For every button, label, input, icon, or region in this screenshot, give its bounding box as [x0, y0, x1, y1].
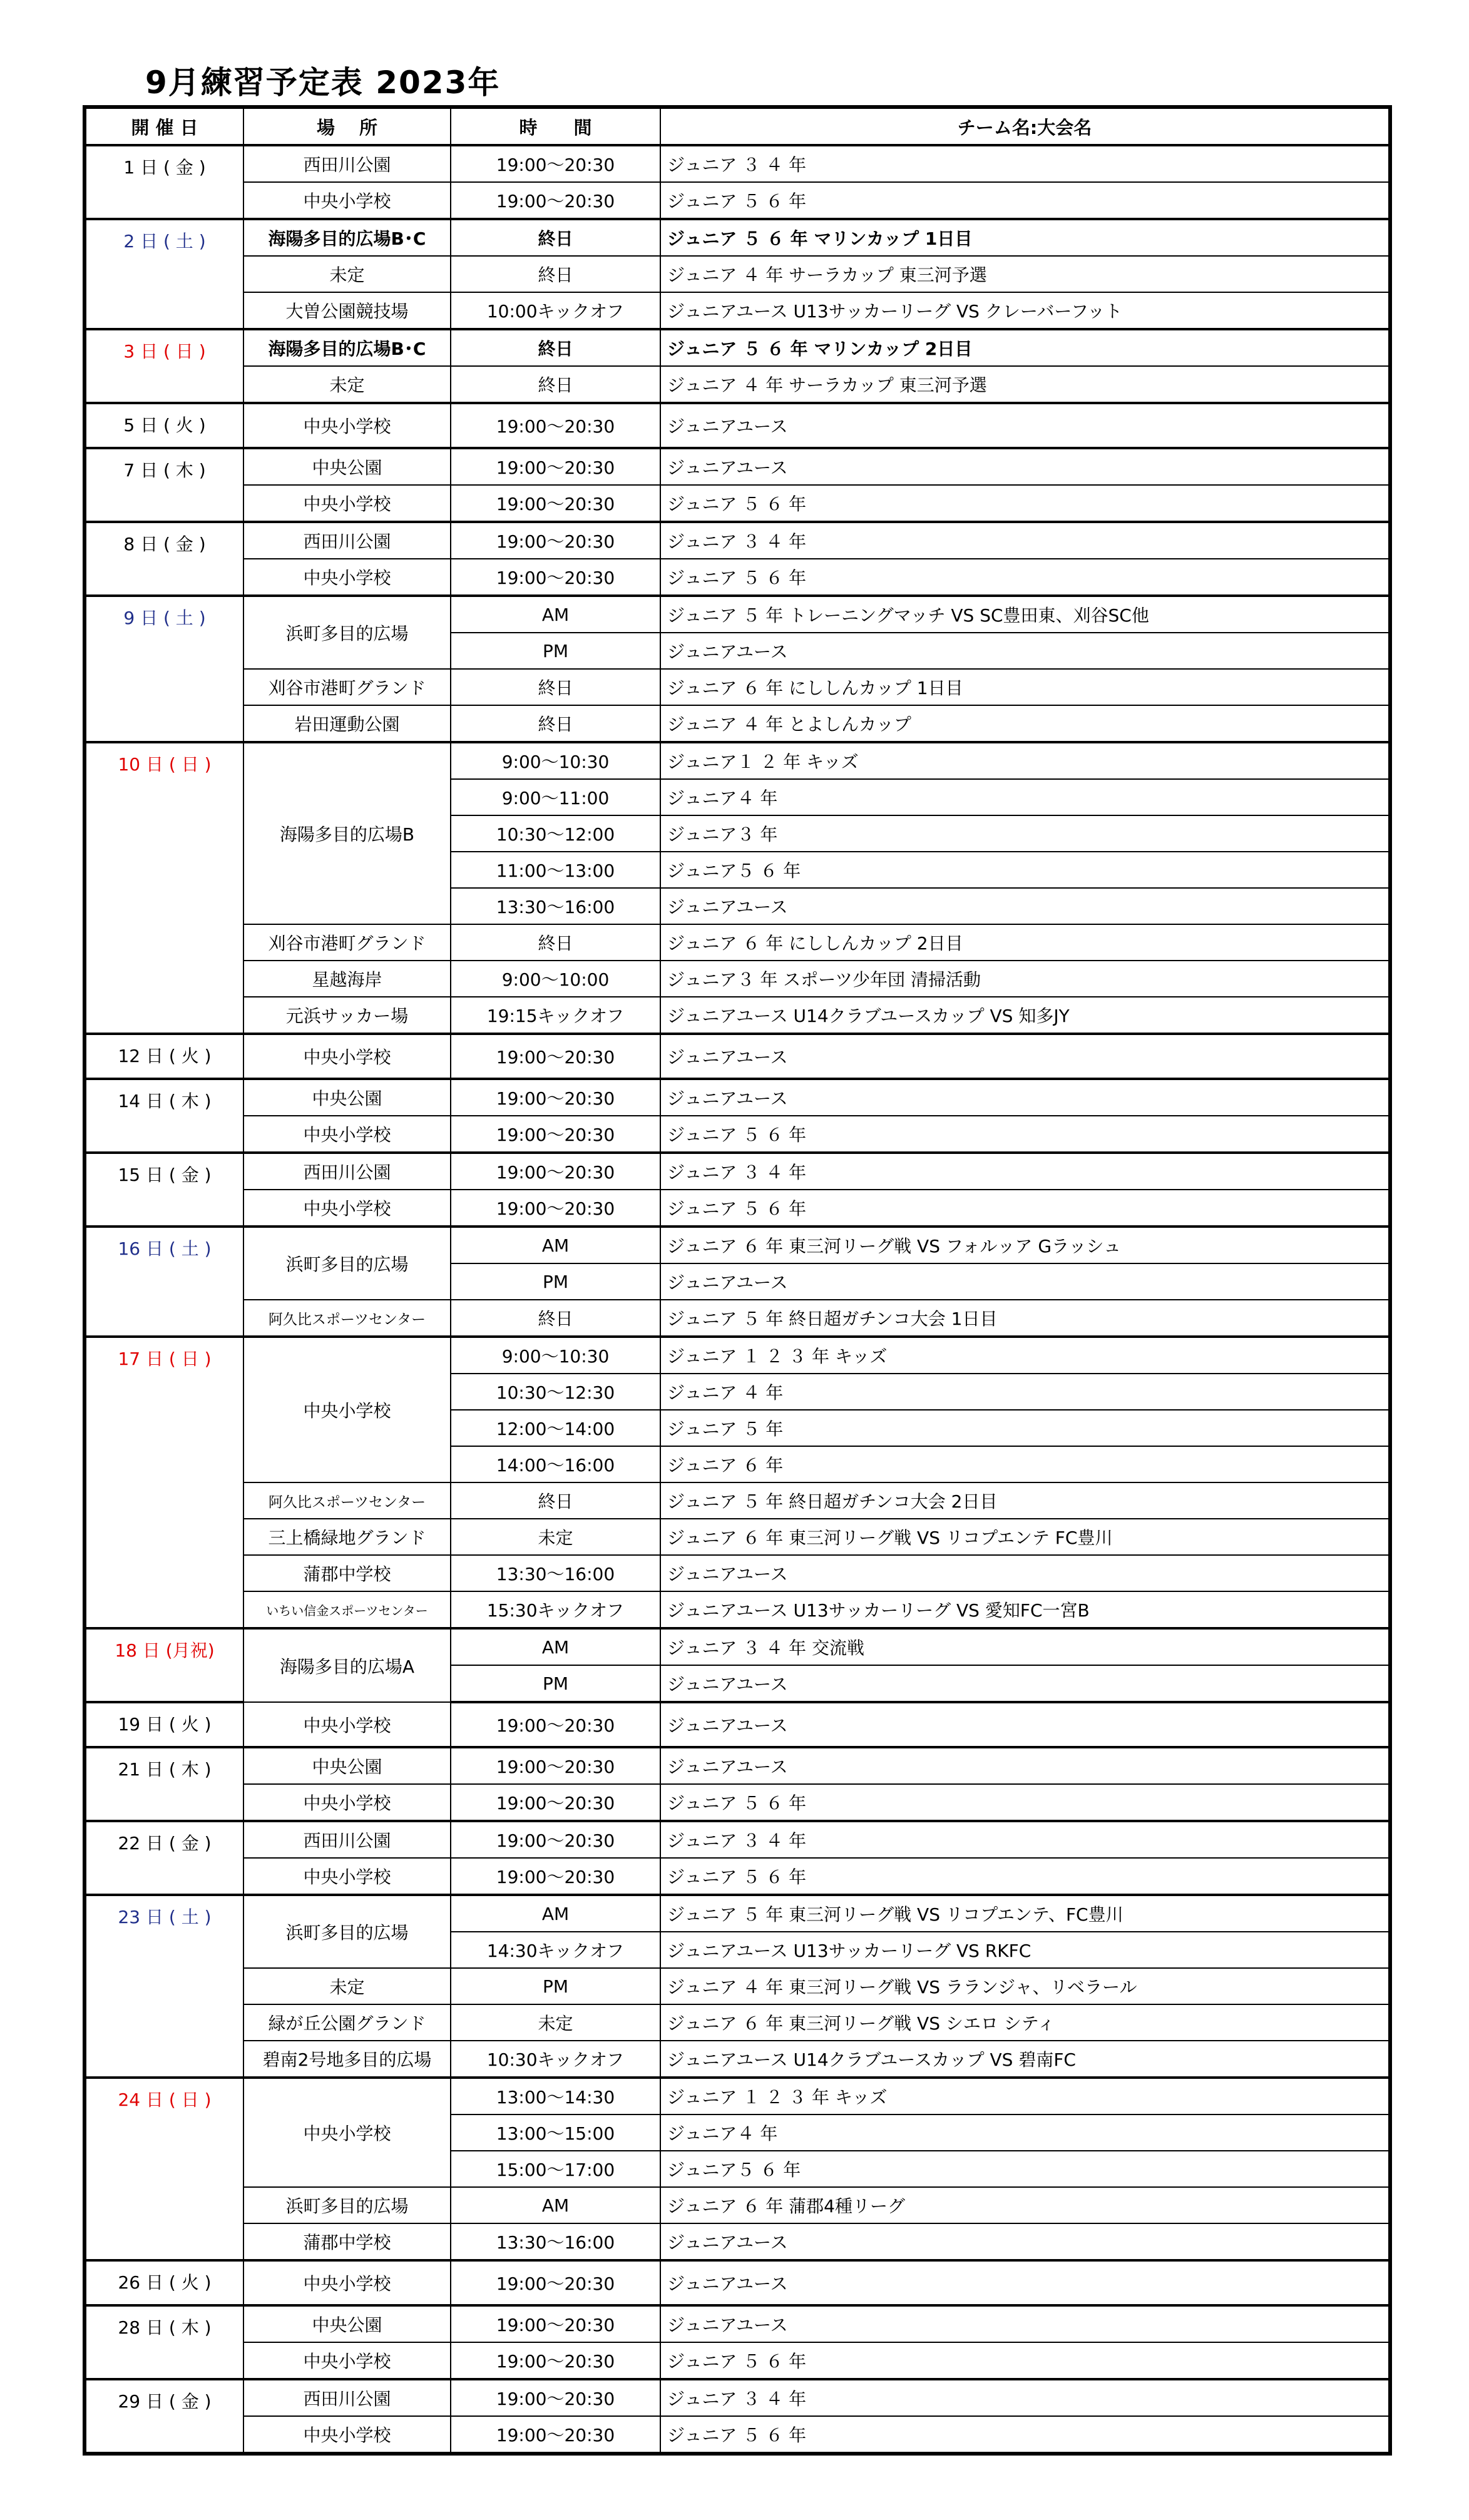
time-cell: 19:00～20:30: [451, 2416, 660, 2454]
team-cell: ジュニアユース: [660, 2305, 1390, 2342]
page-title: 9月練習予定表 2023年: [145, 64, 501, 101]
time-cell: 15:30キックオフ: [451, 1591, 660, 1628]
team-cell: ジュニア３ 年: [660, 815, 1390, 852]
date-cell: 1 日 ( 金 ): [84, 145, 243, 219]
table-row: [84, 997, 1390, 1034]
time-cell: 終日: [451, 1300, 660, 1337]
venue-cell: 蒲郡中学校: [243, 2223, 451, 2260]
table-row: [84, 1702, 1390, 1747]
schedule-table: [83, 105, 1392, 2456]
header-row: [84, 107, 1390, 145]
time-cell: 13:30～16:00: [451, 1555, 660, 1591]
time-cell: 13:30～16:00: [451, 888, 660, 924]
venue-cell: 中央小学校: [243, 1702, 451, 1747]
team-cell: ジュニア ５ ６ 年: [660, 485, 1390, 522]
table-row: [84, 2223, 1390, 2260]
table-row: [84, 1482, 1390, 1519]
time-cell: 終日: [451, 219, 660, 256]
date-cell: 21 日 ( 木 ): [84, 1747, 243, 1821]
team-cell: ジュニアユース: [660, 1665, 1390, 1702]
team-cell: ジュニア４ 年: [660, 779, 1390, 815]
team-cell: ジュニア ３ ４ 年 交流戦: [660, 1628, 1390, 1665]
table-row: [84, 2305, 1390, 2342]
time-cell: 10:30キックオフ: [451, 2041, 660, 2078]
venue-cell: 中央小学校: [243, 1858, 451, 1895]
table-row: [84, 1895, 1390, 1932]
team-cell: ジュニアユース U13サッカーリーグ VS 愛知FC一宮B: [660, 1591, 1390, 1628]
team-cell: ジュニア５ ６ 年: [660, 2151, 1390, 2187]
venue-cell: 蒲郡中学校: [243, 1555, 451, 1591]
date-cell: 18 日 (月祝): [84, 1628, 243, 1702]
venue-cell: 西田川公園: [243, 145, 451, 182]
date-cell: 14 日 ( 木 ): [84, 1079, 243, 1153]
team-cell: ジュニアユース: [660, 403, 1390, 448]
date-cell: 10 日 ( 日 ): [84, 742, 243, 1034]
team-cell: ジュニア ５ ６ 年: [660, 182, 1390, 219]
table-row: [84, 559, 1390, 596]
time-cell: 19:00～20:30: [451, 1116, 660, 1153]
time-cell: 19:00～20:30: [451, 1190, 660, 1227]
time-cell: PM: [451, 633, 660, 669]
date-cell: 9 日 ( 土 ): [84, 596, 243, 742]
header-date: 開 催 日: [84, 107, 243, 145]
table-row: [84, 522, 1390, 559]
venue-cell: 岩田運動公園: [243, 705, 451, 742]
time-cell: 19:00～20:30: [451, 2260, 660, 2305]
venue-cell: 中央小学校: [243, 1190, 451, 1227]
table-row: [84, 2260, 1390, 2305]
venue-cell: 西田川公園: [243, 1153, 451, 1190]
team-cell: ジュニア ５ 年 終日超ガチンコ大会 2日目: [660, 1482, 1390, 1519]
date-cell: 24 日 ( 日 ): [84, 2078, 243, 2260]
team-cell: ジュニア ５ 年 トレーニングマッチ VS SC豊田東、刈谷SC他: [660, 596, 1390, 633]
time-cell: PM: [451, 1665, 660, 1702]
team-cell: ジュニアユース U14クラブユースカップ VS 碧南FC: [660, 2041, 1390, 2078]
header-team: チーム名:大会名: [660, 107, 1390, 145]
time-cell: 10:30～12:30: [451, 1374, 660, 1410]
time-cell: 12:00～14:00: [451, 1410, 660, 1446]
date-cell: 2 日 ( 土 ): [84, 219, 243, 329]
table-row: [84, 1227, 1390, 1263]
team-cell: ジュニア ５ ６ 年 マリンカップ 1日目: [660, 219, 1390, 256]
team-cell: ジュニア ５ ６ 年: [660, 2342, 1390, 2379]
date-cell: 15 日 ( 金 ): [84, 1153, 243, 1227]
table-row: [84, 1784, 1390, 1821]
team-cell: ジュニアユース: [660, 1034, 1390, 1079]
team-cell: ジュニアユース U14クラブユースカップ VS 知多JY: [660, 997, 1390, 1034]
table-row: [84, 1591, 1390, 1628]
time-cell: PM: [451, 1263, 660, 1300]
table-row: [84, 448, 1390, 485]
team-cell: ジュニア ６ 年 東三河リーグ戦 VS フォルッア Gラッシュ: [660, 1227, 1390, 1263]
table-row: [84, 1519, 1390, 1555]
time-cell: 19:00～20:30: [451, 2305, 660, 2342]
venue-cell: 西田川公園: [243, 522, 451, 559]
team-cell: ジュニアユース U13サッカーリーグ VS RKFC: [660, 1932, 1390, 1968]
venue-cell: 中央小学校: [243, 1784, 451, 1821]
time-cell: 19:00～20:30: [451, 2379, 660, 2416]
team-cell: ジュニア ５ ６ 年: [660, 2416, 1390, 2454]
date-cell: 19 日 ( 火 ): [84, 1702, 243, 1747]
time-cell: 終日: [451, 924, 660, 961]
team-cell: ジュニア ５ ６ 年 マリンカップ 2日目: [660, 329, 1390, 366]
table-row: [84, 2379, 1390, 2416]
table-row: [84, 403, 1390, 448]
team-cell: ジュニアユース U13サッカーリーグ VS クレーバーフット: [660, 292, 1390, 329]
time-cell: 10:30～12:00: [451, 815, 660, 852]
time-cell: 19:15キックオフ: [451, 997, 660, 1034]
date-cell: 17 日 ( 日 ): [84, 1337, 243, 1628]
venue-cell: 浜町多目的広場: [243, 1895, 451, 1968]
time-cell: 9:00～10:30: [451, 742, 660, 779]
venue-cell: 海陽多目的広場A: [243, 1628, 451, 1702]
venue-cell: 阿久比スポーツセンター: [243, 1300, 451, 1337]
venue-cell: 中央小学校: [243, 559, 451, 596]
team-cell: ジュニア ６ 年 にししんカップ 2日目: [660, 924, 1390, 961]
time-cell: 9:00～11:00: [451, 779, 660, 815]
venue-cell: 刈谷市港町グランド: [243, 669, 451, 705]
team-cell: ジュニア ４ 年 サーラカップ 東三河予選: [660, 366, 1390, 403]
team-cell: ジュニア ５ 年 東三河リーグ戦 VS リコプエンテ、FC豊川: [660, 1895, 1390, 1932]
team-cell: ジュニア ３ ４ 年: [660, 2379, 1390, 2416]
table-row: [84, 1858, 1390, 1895]
venue-cell: 中央公園: [243, 448, 451, 485]
time-cell: 19:00～20:30: [451, 448, 660, 485]
table-row: [84, 1747, 1390, 1784]
team-cell: ジュニア ６ 年 にししんカップ 1日目: [660, 669, 1390, 705]
table-row: [84, 1190, 1390, 1227]
time-cell: AM: [451, 1628, 660, 1665]
team-cell: ジュニア４ 年: [660, 2114, 1390, 2151]
time-cell: 19:00～20:30: [451, 485, 660, 522]
table-row: [84, 742, 1390, 779]
venue-cell: 海陽多目的広場B･C: [243, 219, 451, 256]
time-cell: 19:00～20:30: [451, 559, 660, 596]
time-cell: 未定: [451, 1519, 660, 1555]
date-cell: 12 日 ( 火 ): [84, 1034, 243, 1079]
venue-cell: 中央小学校: [243, 2260, 451, 2305]
table-row: [84, 1300, 1390, 1337]
venue-cell: 緑が丘公園グランド: [243, 2004, 451, 2041]
date-cell: 22 日 ( 金 ): [84, 1821, 243, 1895]
venue-cell: 中央小学校: [243, 2078, 451, 2187]
time-cell: AM: [451, 2187, 660, 2223]
table-row: [84, 2041, 1390, 2078]
time-cell: 19:00～20:30: [451, 1858, 660, 1895]
table-row: [84, 961, 1390, 997]
venue-cell: 中央小学校: [243, 2342, 451, 2379]
date-cell: 5 日 ( 火 ): [84, 403, 243, 448]
table-row: [84, 669, 1390, 705]
table-row: [84, 924, 1390, 961]
date-cell: 26 日 ( 火 ): [84, 2260, 243, 2305]
venue-cell: 中央小学校: [243, 1034, 451, 1079]
team-cell: ジュニア ４ 年 サーラカップ 東三河予選: [660, 256, 1390, 292]
table-row: [84, 1555, 1390, 1591]
time-cell: AM: [451, 596, 660, 633]
team-cell: ジュニア ５ 年: [660, 1410, 1390, 1446]
table-row: [84, 1034, 1390, 1079]
time-cell: 14:30キックオフ: [451, 1932, 660, 1968]
table-row: [84, 2078, 1390, 2114]
date-cell: 29 日 ( 金 ): [84, 2379, 243, 2454]
venue-cell: 阿久比スポーツセンター: [243, 1482, 451, 1519]
team-cell: ジュニアユース: [660, 1263, 1390, 1300]
table-row: [84, 1968, 1390, 2004]
table-row: [84, 2342, 1390, 2379]
table-row: [84, 329, 1390, 366]
table-row: [84, 485, 1390, 522]
venue-cell: 中央小学校: [243, 485, 451, 522]
date-cell: 28 日 ( 木 ): [84, 2305, 243, 2379]
time-cell: 9:00～10:30: [451, 1337, 660, 1374]
time-cell: 19:00～20:30: [451, 1784, 660, 1821]
team-cell: ジュニアユース: [660, 633, 1390, 669]
header-time: 時 間: [451, 107, 660, 145]
time-cell: 11:00～13:00: [451, 852, 660, 888]
team-cell: ジュニア ５ ６ 年: [660, 1858, 1390, 1895]
time-cell: 15:00～17:00: [451, 2151, 660, 2187]
team-cell: ジュニア ４ 年 東三河リーグ戦 VS ラランジャ、リベラール: [660, 1968, 1390, 2004]
time-cell: 14:00～16:00: [451, 1446, 660, 1482]
table-row: [84, 1116, 1390, 1153]
team-cell: ジュニアユース: [660, 888, 1390, 924]
table-row: [84, 292, 1390, 329]
table-row: [84, 145, 1390, 182]
team-cell: ジュニア １ ２ ３ 年 キッズ: [660, 2078, 1390, 2114]
time-cell: 19:00～20:30: [451, 145, 660, 182]
time-cell: 13:30～16:00: [451, 2223, 660, 2260]
table-body: [84, 145, 1390, 2454]
team-cell: ジュニア ３ ４ 年: [660, 1153, 1390, 1190]
date-cell: 16 日 ( 土 ): [84, 1227, 243, 1337]
team-cell: ジュニア ４ 年: [660, 1374, 1390, 1410]
time-cell: 19:00～20:30: [451, 1153, 660, 1190]
table-row: [84, 1337, 1390, 1374]
table-row: [84, 2004, 1390, 2041]
time-cell: 終日: [451, 256, 660, 292]
table-row: [84, 705, 1390, 742]
time-cell: 19:00～20:30: [451, 522, 660, 559]
venue-cell: 西田川公園: [243, 1821, 451, 1858]
table-row: [84, 182, 1390, 219]
venue-cell: 浜町多目的広場: [243, 2187, 451, 2223]
date-cell: 3 日 ( 日 ): [84, 329, 243, 403]
table-row: [84, 256, 1390, 292]
team-cell: ジュニア ５ ６ 年: [660, 1116, 1390, 1153]
time-cell: 19:00～20:30: [451, 1079, 660, 1116]
time-cell: AM: [451, 1227, 660, 1263]
venue-cell: 未定: [243, 366, 451, 403]
date-cell: 7 日 ( 木 ): [84, 448, 243, 522]
venue-cell: 浜町多目的広場: [243, 596, 451, 669]
team-cell: ジュニアユース: [660, 2260, 1390, 2305]
venue-cell: 星越海岸: [243, 961, 451, 997]
venue-cell: 大曽公園競技場: [243, 292, 451, 329]
table-row: [84, 366, 1390, 403]
team-cell: ジュニアユース: [660, 448, 1390, 485]
table-header: [84, 107, 1390, 145]
team-cell: ジュニア１ ２ 年 キッズ: [660, 742, 1390, 779]
team-cell: ジュニア ４ 年 とよしんカップ: [660, 705, 1390, 742]
venue-cell: 中央小学校: [243, 403, 451, 448]
venue-cell: 中央小学校: [243, 2416, 451, 2454]
venue-cell: 海陽多目的広場B･C: [243, 329, 451, 366]
header-venue: 場 所: [243, 107, 451, 145]
venue-cell: 中央公園: [243, 2305, 451, 2342]
table-row: [84, 2187, 1390, 2223]
table-row: [84, 1821, 1390, 1858]
table-row: [84, 219, 1390, 256]
team-cell: ジュニアユース: [660, 1702, 1390, 1747]
venue-cell: 中央公園: [243, 1747, 451, 1784]
table-row: [84, 1628, 1390, 1665]
venue-cell: 中央小学校: [243, 1337, 451, 1482]
team-cell: ジュニアユース: [660, 1079, 1390, 1116]
venue-cell: 三上橋緑地グランド: [243, 1519, 451, 1555]
team-cell: ジュニア ３ ４ 年: [660, 145, 1390, 182]
team-cell: ジュニア ６ 年 東三河リーグ戦 VS リコプエンテ FC豊川: [660, 1519, 1390, 1555]
team-cell: ジュニアユース: [660, 1747, 1390, 1784]
date-cell: 8 日 ( 金 ): [84, 522, 243, 596]
team-cell: ジュニアユース: [660, 2223, 1390, 2260]
venue-cell: 未定: [243, 1968, 451, 2004]
time-cell: 19:00～20:30: [451, 1702, 660, 1747]
team-cell: ジュニアユース: [660, 1555, 1390, 1591]
team-cell: ジュニア ３ ４ 年: [660, 522, 1390, 559]
time-cell: 19:00～20:30: [451, 182, 660, 219]
team-cell: ジュニア １ ２ ３ 年 キッズ: [660, 1337, 1390, 1374]
venue-cell: 元浜サッカー場: [243, 997, 451, 1034]
table-row: [84, 1079, 1390, 1116]
team-cell: ジュニア ５ 年 終日超ガチンコ大会 1日目: [660, 1300, 1390, 1337]
team-cell: ジュニア３ 年 スポーツ少年団 清掃活動: [660, 961, 1390, 997]
time-cell: 終日: [451, 1482, 660, 1519]
table-row: [84, 2416, 1390, 2454]
time-cell: 未定: [451, 2004, 660, 2041]
venue-cell: 中央小学校: [243, 1116, 451, 1153]
venue-cell: 未定: [243, 256, 451, 292]
time-cell: 19:00～20:30: [451, 1747, 660, 1784]
team-cell: ジュニア５ ６ 年: [660, 852, 1390, 888]
venue-cell: 中央公園: [243, 1079, 451, 1116]
date-cell: 23 日 ( 土 ): [84, 1895, 243, 2078]
table-row: [84, 596, 1390, 633]
time-cell: 終日: [451, 669, 660, 705]
table-row: [84, 1153, 1390, 1190]
time-cell: PM: [451, 1968, 660, 2004]
team-cell: ジュニア ６ 年 蒲郡4種リーグ: [660, 2187, 1390, 2223]
venue-cell: 海陽多目的広場B: [243, 742, 451, 924]
time-cell: 10:00キックオフ: [451, 292, 660, 329]
time-cell: 終日: [451, 329, 660, 366]
venue-cell: 碧南2号地多目的広場: [243, 2041, 451, 2078]
time-cell: 19:00～20:30: [451, 1034, 660, 1079]
venue-cell: 西田川公園: [243, 2379, 451, 2416]
venue-cell: 浜町多目的広場: [243, 1227, 451, 1300]
team-cell: ジュニア ５ ６ 年: [660, 1190, 1390, 1227]
time-cell: 19:00～20:30: [451, 403, 660, 448]
time-cell: 13:00～14:30: [451, 2078, 660, 2114]
time-cell: 19:00～20:30: [451, 2342, 660, 2379]
time-cell: 終日: [451, 366, 660, 403]
time-cell: 9:00～10:00: [451, 961, 660, 997]
team-cell: ジュニア ６ 年: [660, 1446, 1390, 1482]
time-cell: 終日: [451, 705, 660, 742]
team-cell: ジュニア ５ ６ 年: [660, 559, 1390, 596]
team-cell: ジュニア ５ ６ 年: [660, 1784, 1390, 1821]
venue-cell: いちい信金スポーツセンター: [243, 1591, 451, 1628]
team-cell: ジュニア ３ ４ 年: [660, 1821, 1390, 1858]
venue-cell: 刈谷市港町グランド: [243, 924, 451, 961]
team-cell: ジュニア ６ 年 東三河リーグ戦 VS シエロ シティ: [660, 2004, 1390, 2041]
time-cell: 19:00～20:30: [451, 1821, 660, 1858]
venue-cell: 中央小学校: [243, 182, 451, 219]
time-cell: 13:00～15:00: [451, 2114, 660, 2151]
time-cell: AM: [451, 1895, 660, 1932]
